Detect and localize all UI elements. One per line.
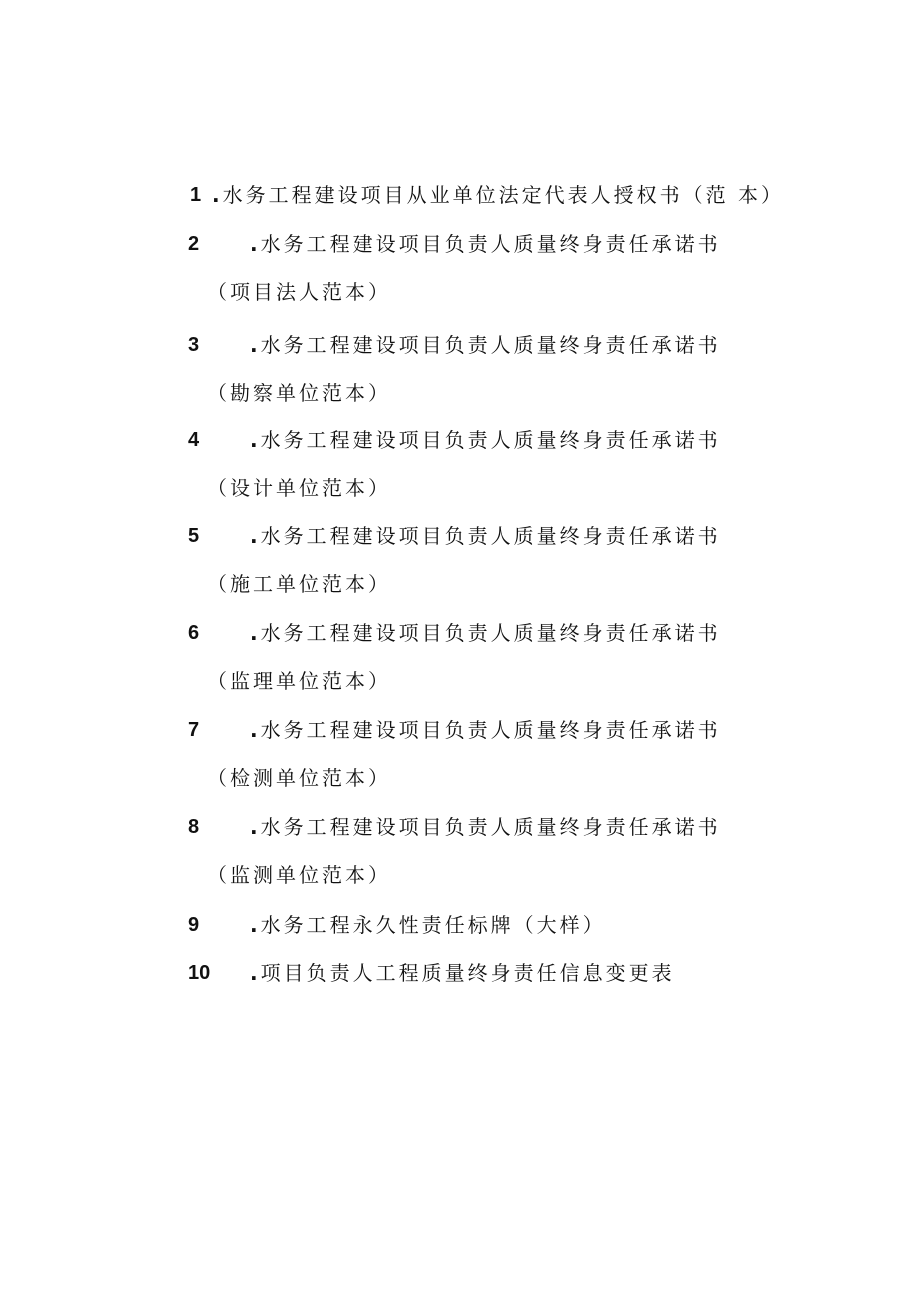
item-7-title-text: 水务工程建设项目负责人质量终身责任承诺书 xyxy=(260,718,721,742)
item-9-title: .水务工程永久性责任标牌（大样） xyxy=(250,913,606,937)
item-8-title: .水务工程建设项目负责人质量终身责任承诺书 xyxy=(250,815,721,839)
item-3-number: 3 xyxy=(188,334,200,356)
item-6-title: .水务工程建设项目负责人质量终身责任承诺书 xyxy=(250,621,721,645)
item-7-number: 7 xyxy=(188,719,200,741)
item-2-number: 2 xyxy=(188,233,200,255)
item-2-title-text: 水务工程建设项目负责人质量终身责任承诺书 xyxy=(260,232,721,256)
item-5-number: 5 xyxy=(188,525,200,547)
item-10-title: .项目负责人工程质量终身责任信息变更表 xyxy=(250,961,675,985)
item-10-number: 10 xyxy=(188,962,211,984)
item-3-title: .水务工程建设项目负责人质量终身责任承诺书 xyxy=(250,333,721,357)
item-5-subtitle: （施工单位范本） xyxy=(207,572,391,596)
item-4-title-text: 水务工程建设项目负责人质量终身责任承诺书 xyxy=(260,428,721,452)
item-8-title-text: 水务工程建设项目负责人质量终身责任承诺书 xyxy=(260,815,721,839)
item-1-number: 1 xyxy=(190,184,202,206)
item-6-number: 6 xyxy=(188,622,200,644)
item-2-subtitle: （项目法人范本） xyxy=(207,280,391,304)
item-4-subtitle: （设计单位范本） xyxy=(207,476,391,500)
item-9-title-text: 水务工程永久性责任标牌（大样） xyxy=(260,913,606,937)
item-6-subtitle: （监理单位范本） xyxy=(207,669,391,693)
item-2-title: .水务工程建设项目负责人质量终身责任承诺书 xyxy=(250,232,721,256)
item-1-title: .水务工程建设项目从业单位法定代表人授权书（范 本） xyxy=(212,183,784,207)
item-1-title-text: 水务工程建设项目从业单位法定代表人授权书（范 本） xyxy=(222,183,784,207)
item-9-number: 9 xyxy=(188,914,200,936)
item-4-number: 4 xyxy=(188,429,200,451)
item-8-subtitle: （监测单位范本） xyxy=(207,863,391,887)
item-6-title-text: 水务工程建设项目负责人质量终身责任承诺书 xyxy=(260,621,721,645)
item-3-title-text: 水务工程建设项目负责人质量终身责任承诺书 xyxy=(260,333,721,357)
item-4-title: .水务工程建设项目负责人质量终身责任承诺书 xyxy=(250,428,721,452)
item-3-subtitle: （勘察单位范本） xyxy=(207,381,391,405)
item-5-title: .水务工程建设项目负责人质量终身责任承诺书 xyxy=(250,524,721,548)
item-5-title-text: 水务工程建设项目负责人质量终身责任承诺书 xyxy=(260,524,721,548)
item-7-subtitle: （检测单位范本） xyxy=(207,766,391,790)
item-10-title-text: 项目负责人工程质量终身责任信息变更表 xyxy=(260,961,675,985)
item-7-title: .水务工程建设项目负责人质量终身责任承诺书 xyxy=(250,718,721,742)
item-8-number: 8 xyxy=(188,816,200,838)
